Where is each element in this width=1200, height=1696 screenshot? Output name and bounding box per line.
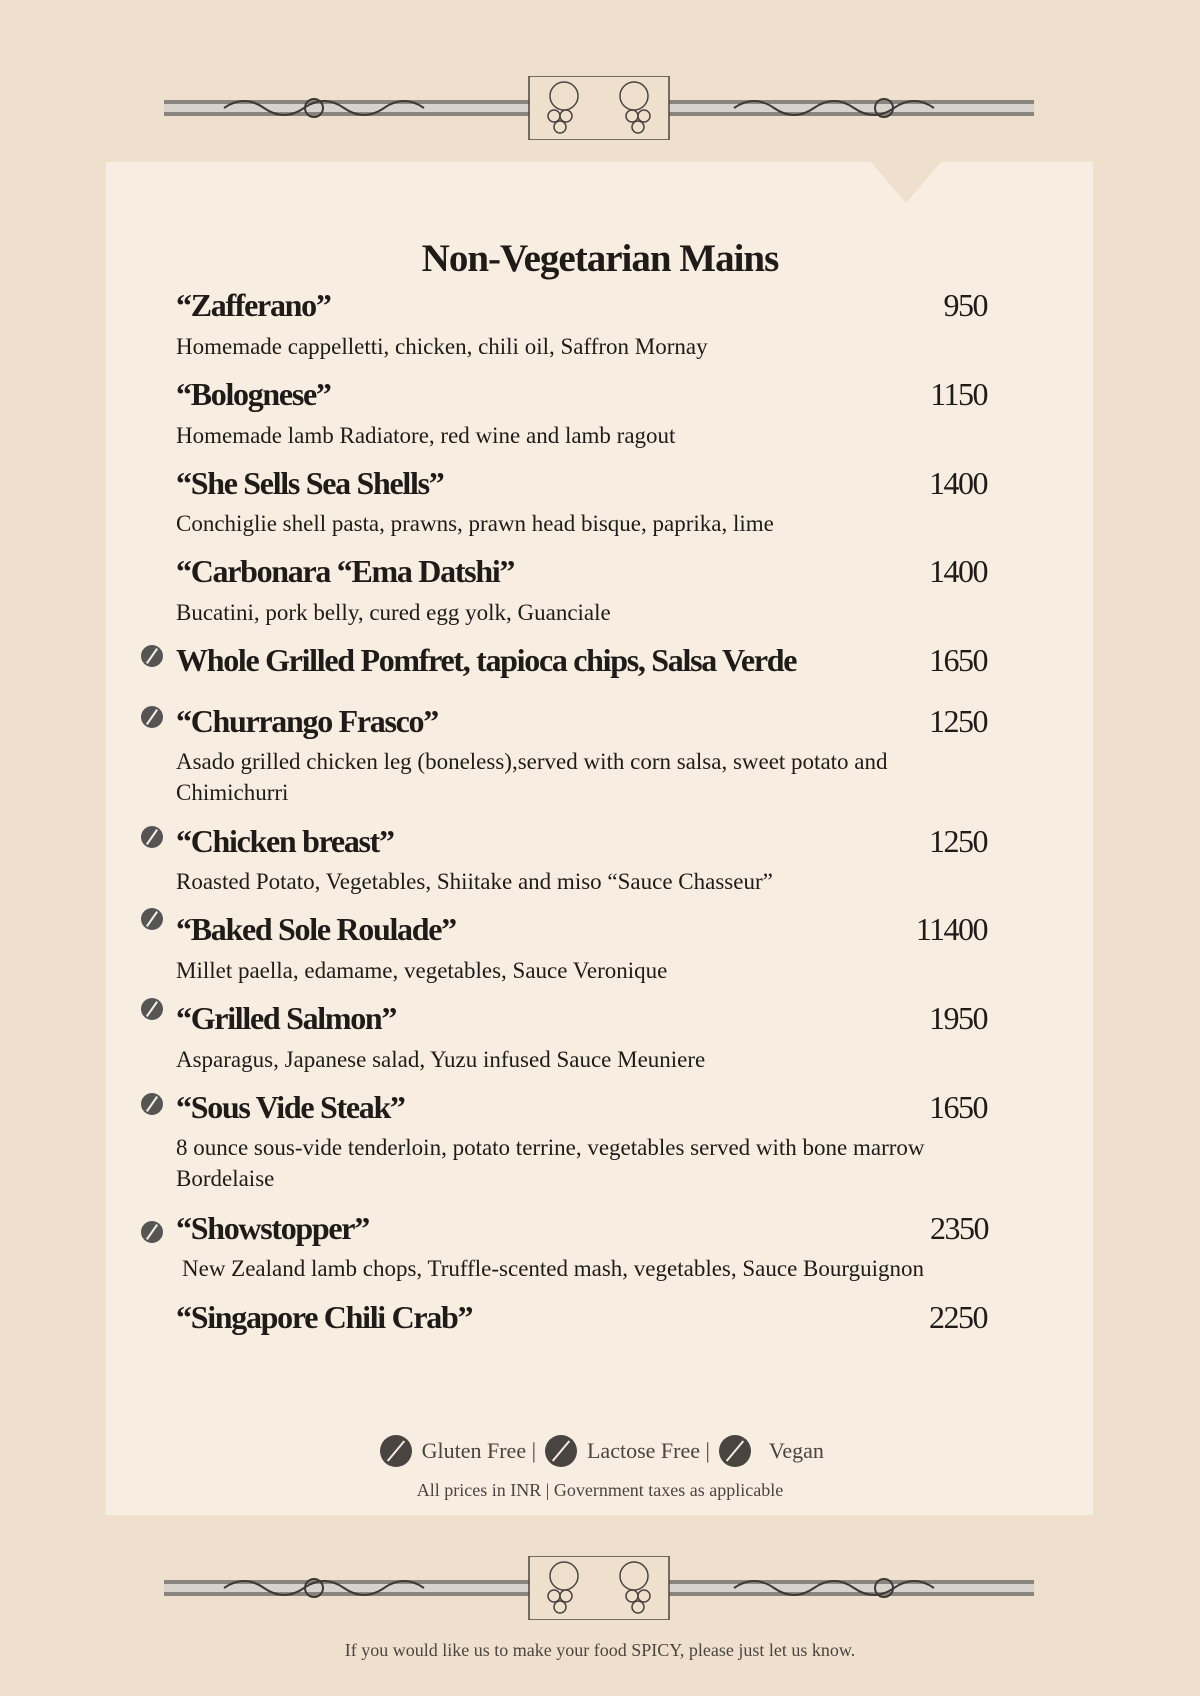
gluten-free-icon [141, 908, 163, 930]
gluten-free-icon [141, 645, 163, 667]
item-price: 1400 [929, 465, 987, 501]
legend-separator: | [705, 1438, 710, 1463]
item-name: “Grilled Salmon” [176, 1000, 397, 1036]
item-price: 1250 [929, 703, 987, 739]
item-name: “Zafferano” [176, 287, 331, 323]
item-description: Millet paella, edamame, vegetables, Sauce Veronique [176, 958, 668, 983]
item-description: Conchiglie shell pasta, prawns, prawn head bisque, paprika, lime [176, 511, 774, 536]
lactose-free-icon [545, 1435, 577, 1467]
item-description: Homemade cappelletti, chicken, chili oil, Saffron Mornay [176, 334, 708, 359]
item-description: New Zealand lamb chops, Truffle-scented mash, vegetables, Sauce Bourguignon [182, 1256, 925, 1281]
item-name: “Churrango Frasco” [176, 703, 438, 739]
item-price: 950 [943, 287, 987, 323]
item-name: “Sous Vide Steak” [176, 1089, 405, 1125]
gluten-free-icon [141, 826, 163, 848]
item-price: 1650 [929, 1089, 987, 1125]
legend-lactose-free: Lactose Free [586, 1438, 700, 1463]
gluten-free-icon [141, 998, 163, 1020]
legend-vegan: Vegan [768, 1438, 824, 1463]
item-name: “Carbonara “Ema Datshi” [176, 553, 515, 589]
gluten-free-icon [380, 1435, 412, 1467]
item-price: 1150 [930, 376, 987, 412]
page-title: Non-Vegetarian Mains [421, 237, 779, 280]
vegan-leaf-icon [719, 1435, 751, 1467]
item-price: 1650 [929, 642, 987, 678]
item-description: Bucatini, pork belly, cured egg yolk, Guanciale [176, 600, 611, 625]
item-name: “Singapore Chili Crab” [176, 1299, 473, 1335]
item-price: 1400 [929, 553, 987, 589]
item-price: 1950 [929, 1000, 987, 1036]
gluten-free-icon [141, 1221, 163, 1243]
item-name: “Showstopper” [176, 1210, 369, 1246]
item-description: 8 ounce sous-vide tenderloin, potato terrine, vegetables served with bone marrow Bordelaise [176, 1135, 925, 1191]
item-description: Asado grilled chicken leg (boneless),served with corn salsa, sweet potato and Chimichurri [176, 749, 888, 805]
top-ornament [164, 76, 1034, 140]
bottom-ornament [164, 1556, 1034, 1620]
legend-separator: | [531, 1438, 536, 1463]
spicy-note: If you would like us to make your food SPICY, please just let us know. [344, 1640, 856, 1660]
item-price: 11400 [915, 911, 987, 947]
item-name: Whole Grilled Pomfret, tapioca chips, Salsa Verde [176, 642, 797, 678]
item-price: 2250 [929, 1299, 987, 1335]
item-description: Asparagus, Japanese salad, Yuzu infused Sauce Meuniere [176, 1047, 706, 1072]
gluten-free-icon [141, 706, 163, 728]
item-description: Homemade lamb Radiatore, red wine and lamb ragout [176, 423, 676, 448]
item-name: “Baked Sole Roulade” [176, 911, 456, 947]
dietary-legend [0, 1435, 1200, 1467]
item-name: “She Sells Sea Shells” [176, 465, 444, 501]
item-name: “Chicken breast” [176, 823, 394, 859]
item-description: Roasted Potato, Vegetables, Shiitake and miso “Sauce Chasseur” [176, 869, 773, 894]
item-name: “Bolognese” [176, 376, 331, 412]
price-footnote: All prices in INR | Government taxes as applicable [416, 1480, 784, 1500]
item-price: 1250 [929, 823, 987, 859]
gluten-free-icon [141, 1093, 163, 1115]
legend-gluten-free: Gluten Free [421, 1438, 527, 1463]
item-price: 2350 [930, 1210, 988, 1246]
card-notch [871, 162, 941, 203]
